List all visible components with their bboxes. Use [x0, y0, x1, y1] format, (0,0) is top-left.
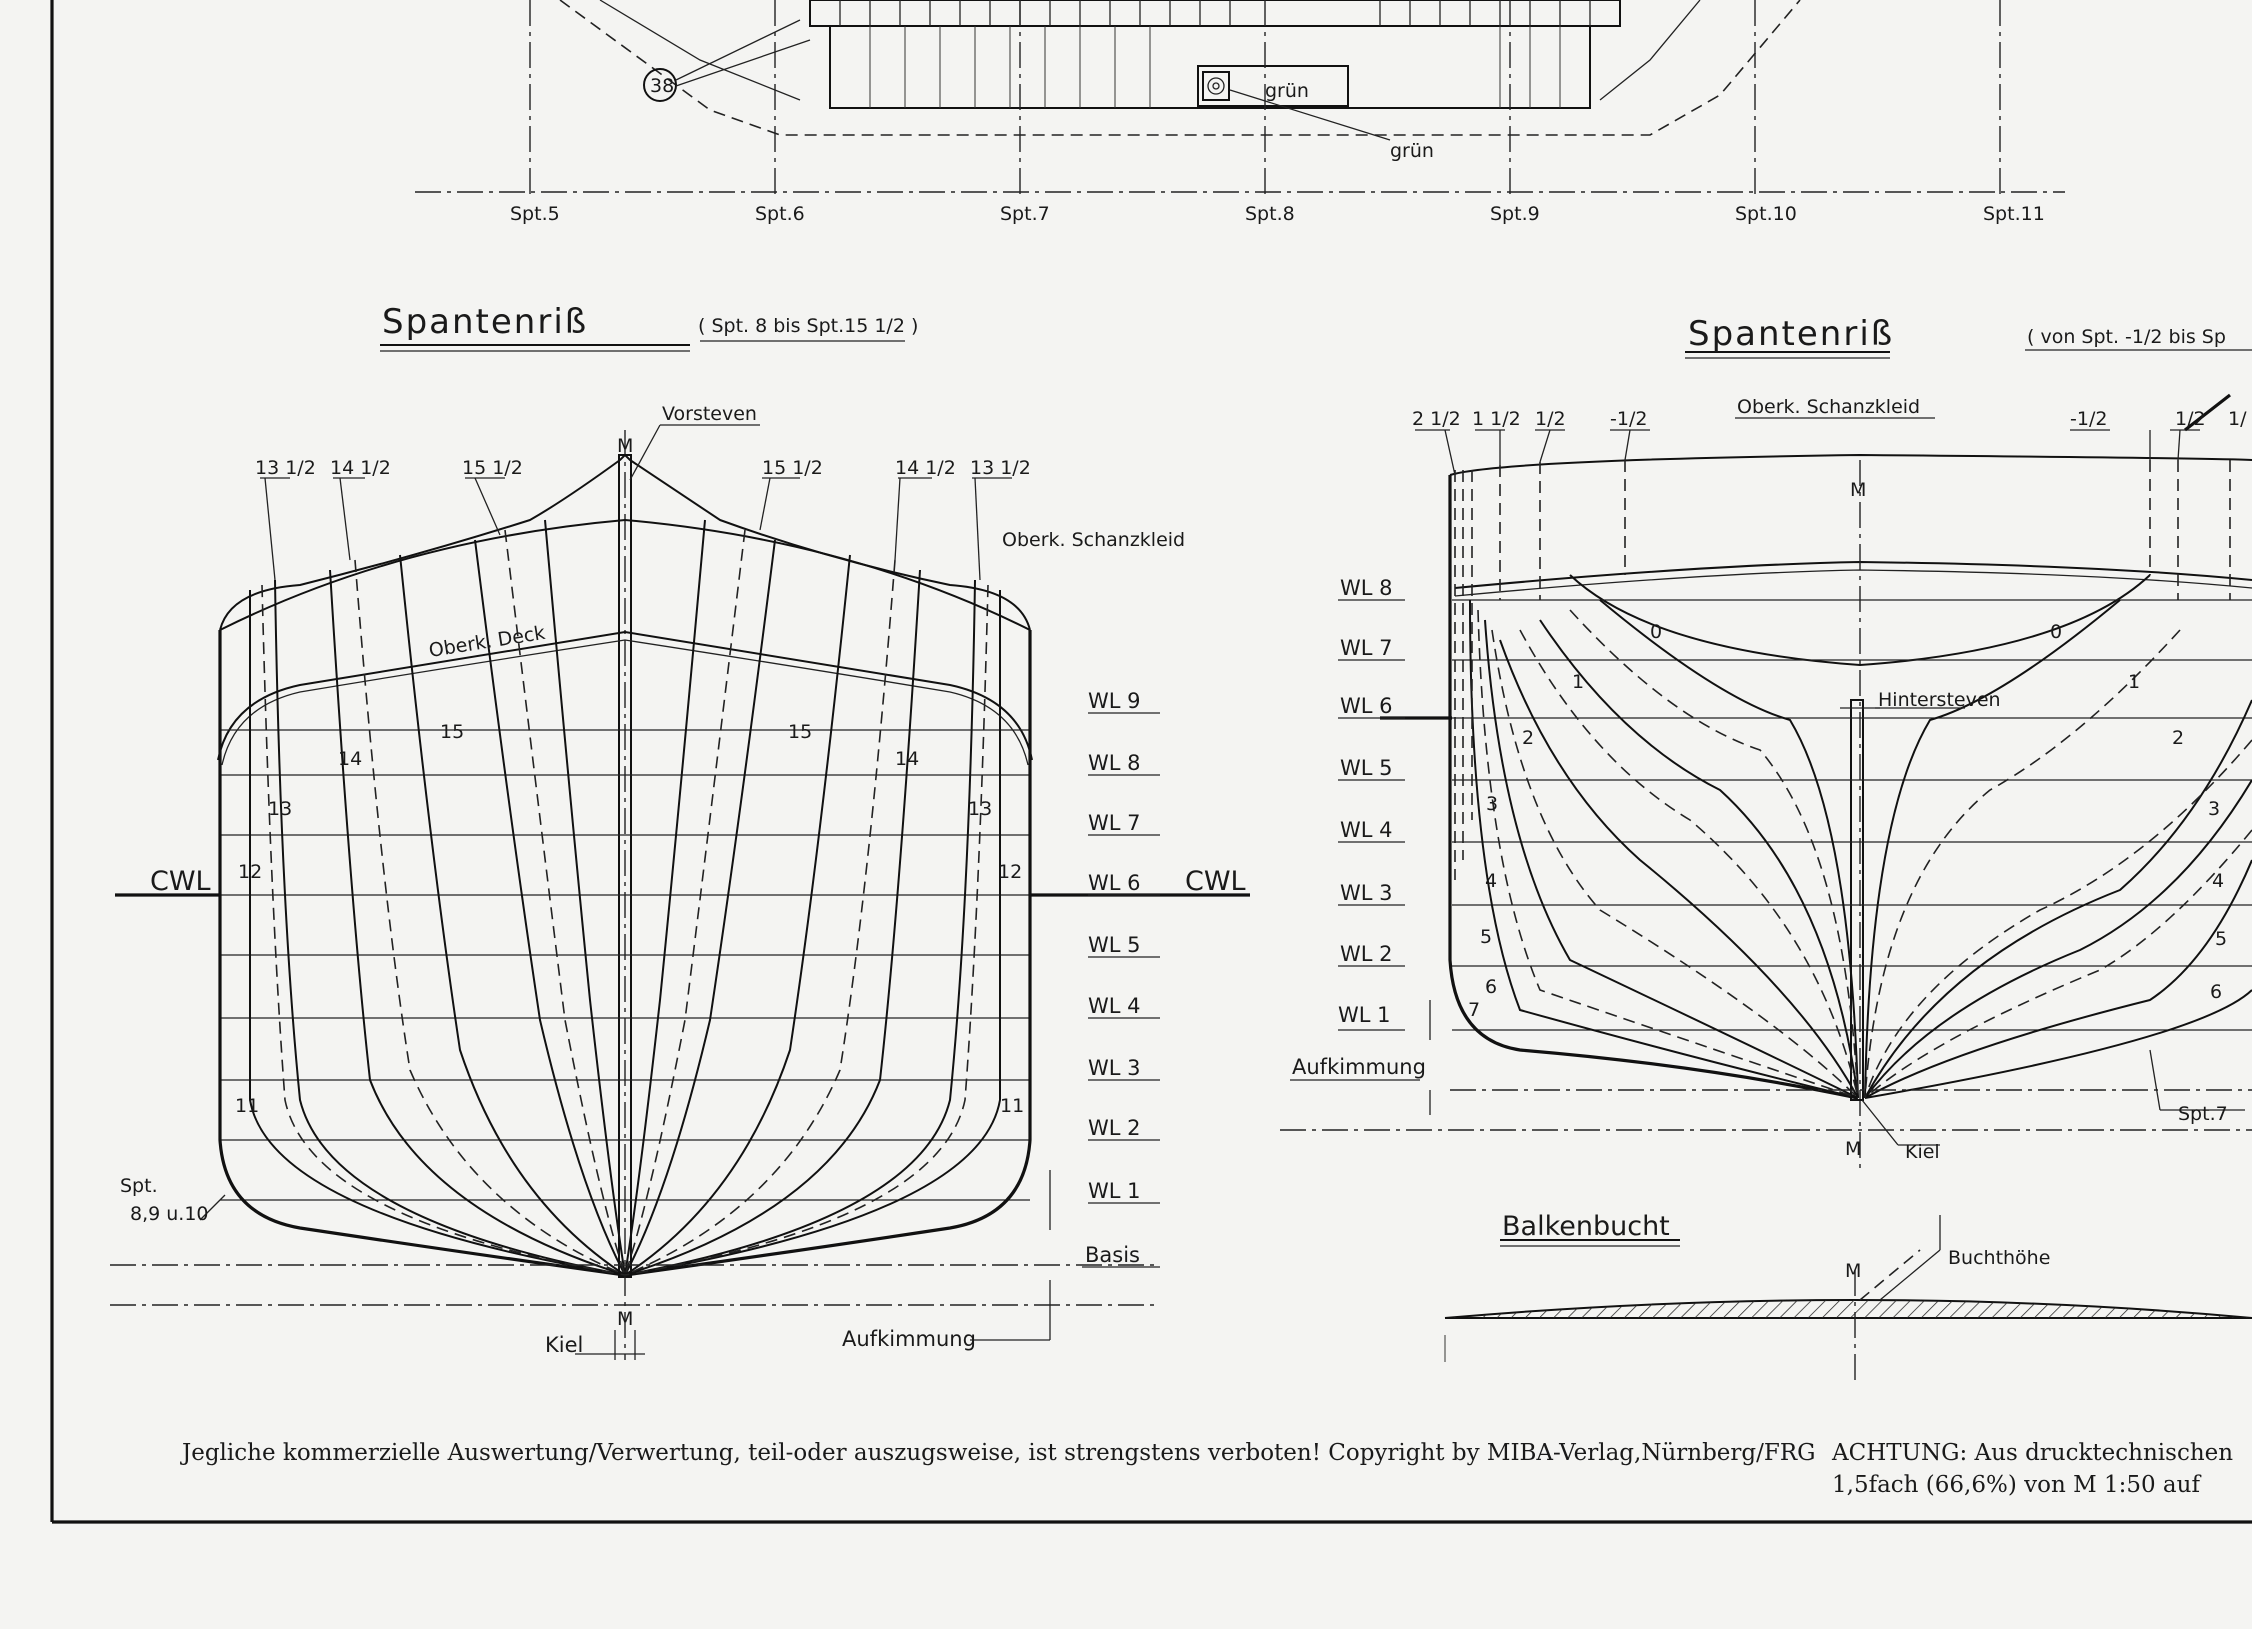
waterline-label: WL 9 [1088, 689, 1141, 713]
station-label: Spt.6 [755, 203, 805, 225]
frame-number: 12 [238, 861, 263, 883]
waterline-label: WL 5 [1340, 756, 1393, 780]
top-plan-view [415, 0, 2065, 200]
frame-label-13-1-2: 13 1/2 [255, 457, 316, 479]
frame-number: 2 [2172, 727, 2185, 749]
frame-number: 14 [338, 748, 363, 770]
frame-number: 1 [1572, 671, 1585, 693]
label-basis: Basis [1085, 1243, 1140, 1267]
label-aufkimmung-left: Aufkimmung [842, 1327, 976, 1351]
frame-number: 2 [1522, 727, 1535, 749]
label-spt-8-9-10: 8,9 u.10 [130, 1203, 209, 1225]
label-spt7: Spt.7 [2178, 1103, 2228, 1125]
waterline-label: WL 4 [1088, 994, 1141, 1018]
right-frame-label: 2 1/2 [1412, 408, 1461, 430]
frame-number: 11 [1000, 1095, 1025, 1117]
label-oberk-schanzkleid: Oberk. Schanzkleid [1002, 529, 1186, 551]
label-cwl-right: CWL [1185, 866, 1246, 897]
station-label: Spt.7 [1000, 203, 1050, 225]
balkenbucht-title: Balkenbucht [1502, 1211, 1670, 1242]
left-body-plan [110, 341, 1250, 1360]
achtung-note-line-1: ACHTUNG: Aus drucktechnischen [1832, 1440, 2234, 1466]
label-aufkimmung-right: Aufkimmung [1292, 1055, 1426, 1079]
right-subtitle: ( von Spt. -1/2 bis Sp [2027, 326, 2226, 348]
frame-number: 15 [788, 721, 813, 743]
waterline-label: WL 8 [1340, 576, 1393, 600]
right-frame-label: 1/2 [1535, 408, 1566, 430]
frame-number: 0 [2050, 621, 2063, 643]
station-label: Spt.8 [1245, 203, 1295, 225]
left-label-m-top: M [617, 435, 634, 457]
frame-number: 12 [998, 861, 1023, 883]
right-title: Spantenriß [1688, 314, 1895, 354]
right-frame-label: 1 1/2 [1472, 408, 1521, 430]
waterline-label: WL 3 [1088, 1056, 1141, 1080]
left-title: Spantenriß [382, 302, 589, 342]
label-gruen-2: grün [1390, 140, 1434, 162]
frame-label-14-1-2: 14 1/2 [330, 457, 391, 479]
left-subtitle: ( Spt. 8 bis Spt.15 1/2 ) [698, 315, 919, 337]
frame-number: 4 [2212, 870, 2225, 892]
waterline-label: WL 5 [1088, 933, 1141, 957]
right-frame-numbers-right [2050, 621, 2227, 1003]
label-kiel-right: Kiel [1905, 1141, 1940, 1163]
right-frame-label: -1/2 [1610, 408, 1648, 430]
callout-38: 38 [650, 75, 675, 97]
station-label: Spt.5 [510, 203, 560, 225]
frame-number: 14 [895, 748, 920, 770]
frame-number: 15 [440, 721, 465, 743]
frame-number: 3 [2208, 798, 2221, 820]
waterline-label: WL 7 [1088, 811, 1141, 835]
balkenbucht-label-m: M [1845, 1260, 1862, 1282]
label-spt: Spt. [120, 1175, 158, 1197]
frame-number: 1 [2128, 671, 2141, 693]
station-label: Spt.10 [1735, 203, 1797, 225]
frame-number: 7 [1468, 999, 1481, 1021]
right-frame-label: 1/ [2228, 408, 2247, 430]
waterline-label: WL 6 [1340, 694, 1393, 718]
frame-number: 3 [1486, 793, 1499, 815]
achtung-note-line-2: 1,5fach (66,6%) von M 1:50 auf [1832, 1472, 2200, 1498]
frame-number: 11 [235, 1095, 260, 1117]
waterline-label: WL 2 [1088, 1116, 1141, 1140]
label-kiel-left: Kiel [545, 1333, 584, 1357]
label-hintersteven: Hintersteven [1878, 689, 2001, 711]
waterline-label: WL 3 [1340, 881, 1393, 905]
label-buchthoehe: Buchthöhe [1948, 1247, 2051, 1269]
waterline-label: WL 7 [1340, 636, 1393, 660]
station-label: Spt.11 [1983, 203, 2045, 225]
label-gruen-1: grün [1265, 80, 1309, 102]
left-waterline-labels [1088, 689, 1141, 1203]
frame-number: 13 [268, 798, 293, 820]
right-waterline-labels [1338, 576, 1393, 1027]
waterline-label: WL 8 [1088, 751, 1141, 775]
station-label: Spt.9 [1490, 203, 1540, 225]
frame-number: 4 [1485, 870, 1498, 892]
waterline-label: WL 1 [1088, 1179, 1141, 1203]
frame-number: 6 [2210, 981, 2223, 1003]
frame-number: 13 [968, 798, 993, 820]
frame-number: 5 [1480, 926, 1493, 948]
right-body-plan [1280, 350, 2252, 1170]
waterline-label: WL 1 [1338, 1003, 1391, 1027]
frame-number: 6 [1485, 976, 1498, 998]
frame-label-15-1-2: 15 1/2 [762, 457, 823, 479]
right-frame-label: -1/2 [2070, 408, 2108, 430]
left-label-m-bottom: M [617, 1308, 634, 1330]
frame-label-13-1-2: 13 1/2 [970, 457, 1031, 479]
frame-number: 0 [1650, 621, 1663, 643]
right-label-m-bottom: M [1845, 1138, 1862, 1160]
right-frame-label: 1/2 [2175, 408, 2206, 430]
waterline-label: WL 6 [1088, 871, 1141, 895]
frame-number: 5 [2215, 928, 2228, 950]
copyright-notice: Jegliche kommerzielle Auswertung/Verwertung, teil-oder auszugsweise, ist strengstens verboten! Copyright by MIBA-Verlag,Nürnberg/FRG [182, 1440, 1816, 1466]
label-cwl-left: CWL [150, 866, 211, 897]
right-label-m-top: M [1850, 479, 1867, 501]
waterline-label: WL 2 [1340, 942, 1393, 966]
right-frame-numbers-left [1468, 621, 1662, 1021]
label-oberk-deck: Oberk. Deck [427, 621, 547, 662]
label-vorsteven: Vorsteven [662, 403, 757, 425]
frame-label-15-1-2: 15 1/2 [462, 457, 523, 479]
waterline-label: WL 4 [1340, 818, 1393, 842]
sheet-border [52, 0, 2252, 1522]
station-labels [510, 203, 2045, 225]
frame-label-14-1-2: 14 1/2 [895, 457, 956, 479]
right-label-oberk-schanzkleid: Oberk. Schanzkleid [1737, 396, 1921, 418]
